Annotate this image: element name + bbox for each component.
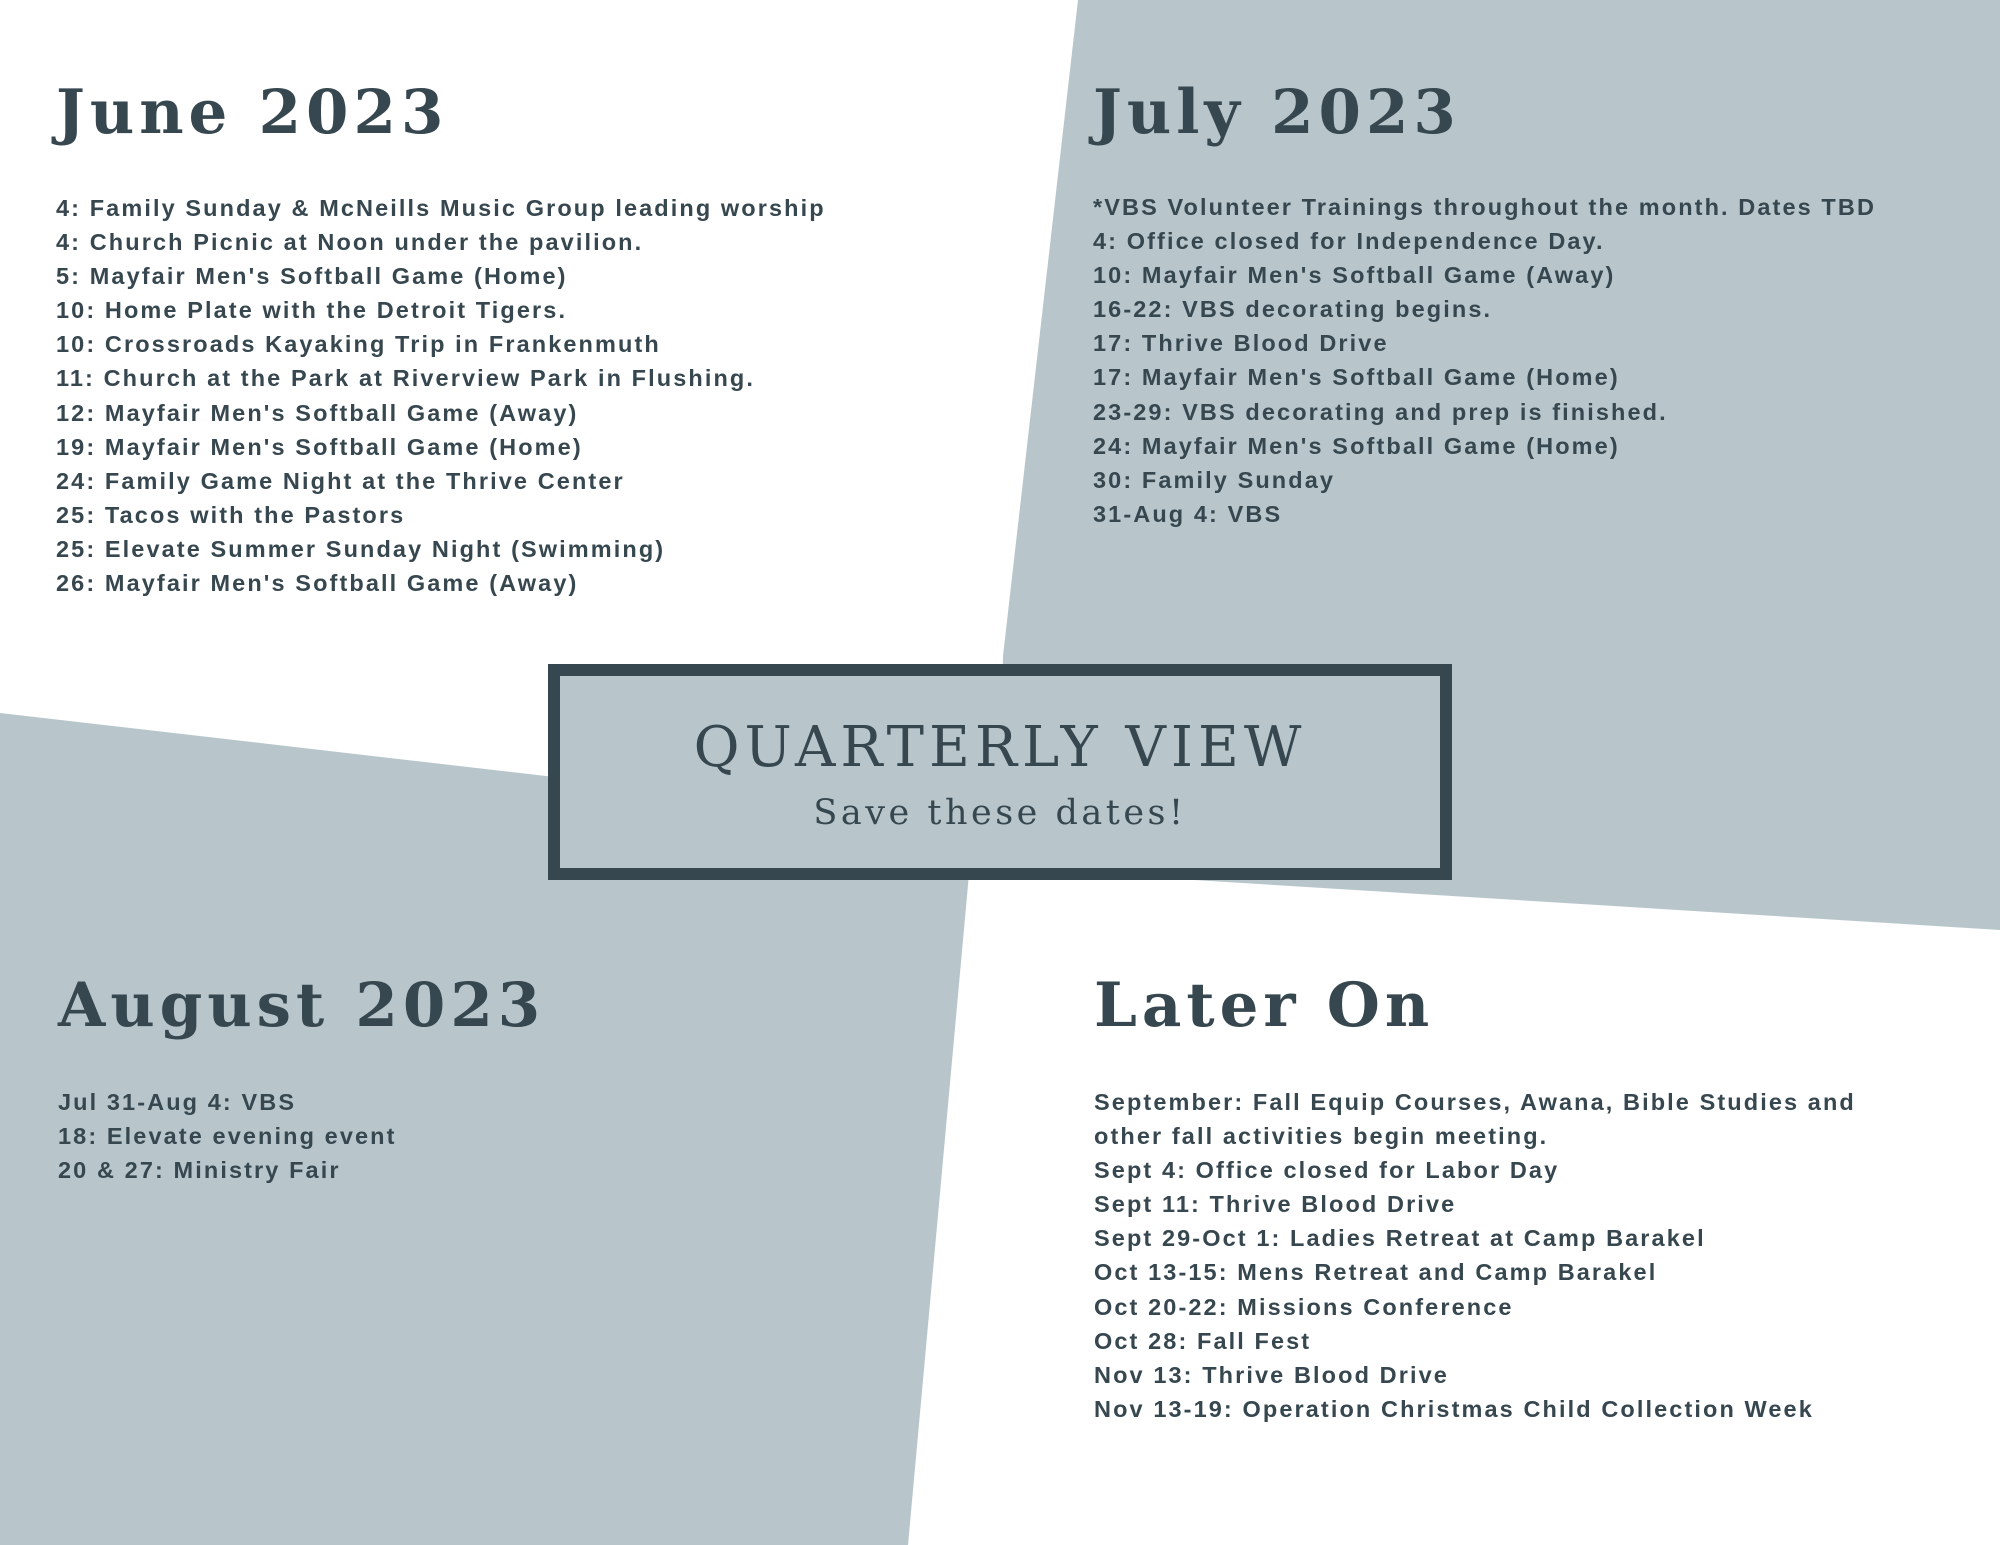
later-on-section — [1094, 970, 1924, 1426]
july-event: 30: Family Sunday — [1093, 466, 1336, 493]
later-event: Sept 29-Oct 1: Ladies Retreat at Camp Barakel — [1094, 1225, 1706, 1252]
june-event: 25: Elevate Summer Sunday Night (Swimming) — [56, 535, 666, 562]
later-event: Sept 4: Office closed for Labor Day — [1094, 1157, 1560, 1184]
july-event: *VBS Volunteer Trainings throughout the month. Dates TBD — [1093, 194, 1877, 220]
july-section — [1093, 77, 1877, 531]
august-section — [58, 970, 546, 1187]
august-event: Jul 31-Aug 4: VBS — [58, 1089, 297, 1115]
june-section — [56, 77, 826, 600]
june-event: 26: Mayfair Men's Softball Game (Away) — [56, 570, 579, 597]
june-event: 5: Mayfair Men's Softball Game (Home) — [56, 263, 568, 290]
june-event: 4: Church Picnic at Noon under the pavilion. — [56, 229, 644, 256]
june-event: 10: Home Plate with the Detroit Tigers. — [56, 297, 568, 324]
june-event: 4: Family Sunday & McNeills Music Group leading worship — [56, 195, 826, 221]
july-event: 17: Thrive Blood Drive — [1093, 330, 1389, 357]
later-event: Nov 13: Thrive Blood Drive — [1094, 1361, 1449, 1388]
july-event: 16-22: VBS decorating begins. — [1093, 296, 1493, 323]
august-event: 20 & 27: Ministry Fair — [58, 1157, 341, 1184]
june-event: 11: Church at the Park at Riverview Park in Flushing. — [56, 365, 755, 392]
june-heading: June 2023 — [56, 77, 449, 148]
banner-subtitle: Save these dates! — [813, 793, 1187, 833]
august-heading: August 2023 — [58, 970, 546, 1041]
july-event: 31-Aug 4: VBS — [1093, 500, 1283, 527]
july-event: 4: Office closed for Independence Day. — [1093, 228, 1605, 255]
later-event: Sept 11: Thrive Blood Drive — [1094, 1191, 1457, 1218]
june-event: 12: Mayfair Men's Softball Game (Away) — [56, 399, 579, 426]
quarterly-view-banner — [548, 664, 1452, 880]
june-event: 19: Mayfair Men's Softball Game (Home) — [56, 433, 583, 460]
june-event: 25: Tacos with the Pastors — [56, 501, 406, 528]
later-event: September: Fall Equip Courses, Awana, Bible Studies and other fall activities begin meeting. — [1094, 1089, 1856, 1150]
later-event: Oct 28: Fall Fest — [1094, 1327, 1312, 1354]
july-event: 10: Mayfair Men's Softball Game (Away) — [1093, 262, 1616, 289]
july-event: 24: Mayfair Men's Softball Game (Home) — [1093, 432, 1620, 459]
june-event-list — [56, 191, 826, 600]
july-heading: July 2023 — [1093, 77, 1461, 148]
june-event: 10: Crossroads Kayaking Trip in Frankenmuth — [56, 331, 661, 358]
later-event-list — [1094, 1085, 1924, 1426]
july-event-list — [1093, 190, 1876, 531]
banner-title: QUARTERLY VIEW — [693, 715, 1307, 780]
later-event: Nov 13-19: Operation Christmas Child Collection Week — [1094, 1395, 1814, 1422]
july-event: 23-29: VBS decorating and prep is finished. — [1093, 398, 1668, 425]
june-event: 24: Family Game Night at the Thrive Center — [56, 467, 625, 494]
july-event: 17: Mayfair Men's Softball Game (Home) — [1093, 364, 1620, 391]
later-on-heading: Later On — [1094, 970, 1435, 1041]
later-event: Oct 13-15: Mens Retreat and Camp Barakel — [1094, 1259, 1658, 1286]
later-event: Oct 20-22: Missions Conference — [1094, 1293, 1514, 1320]
august-event: 18: Elevate evening event — [58, 1123, 397, 1150]
august-event-list — [58, 1085, 545, 1187]
